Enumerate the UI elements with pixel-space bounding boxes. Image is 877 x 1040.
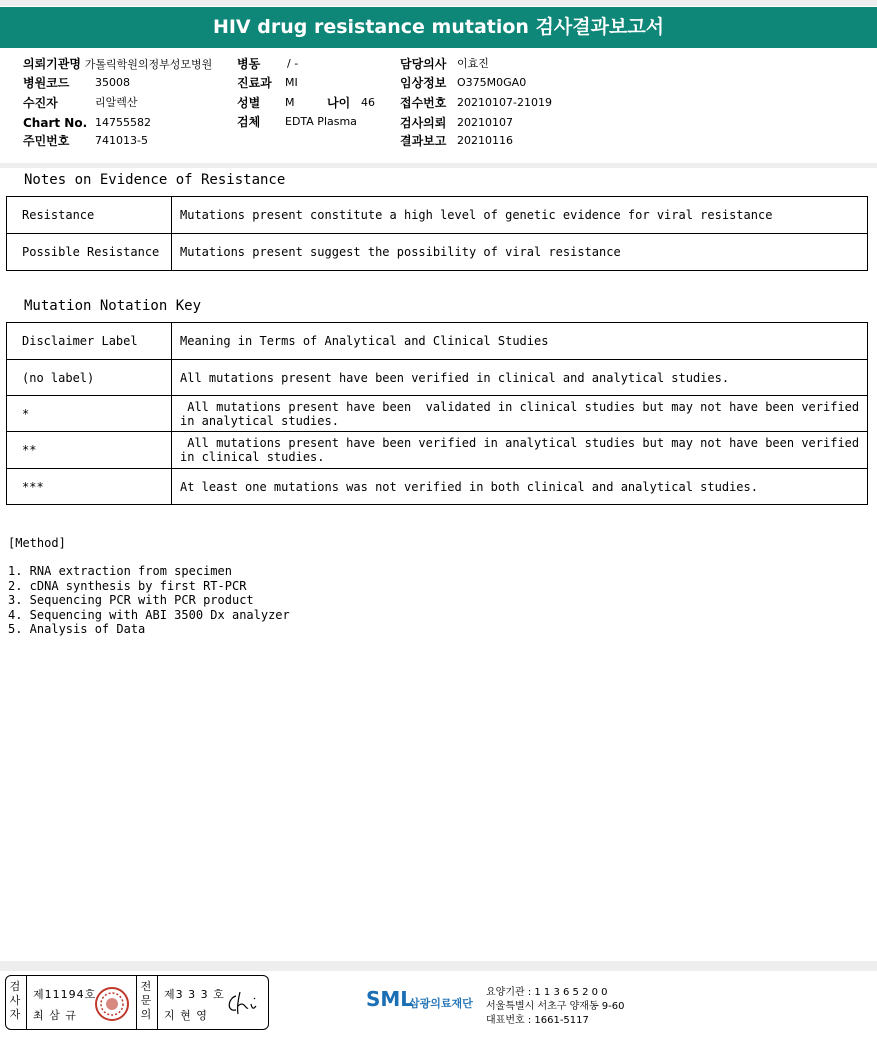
row-label: Resistance xyxy=(7,197,172,234)
bottom-bar xyxy=(0,961,877,971)
footer-line: 서울특별시 서초구 양재동 9-60 xyxy=(486,1001,625,1012)
table-row xyxy=(7,323,868,360)
hdr-label: 검사의뢰 xyxy=(400,116,447,130)
hdr-label: 병원코드 xyxy=(23,76,70,90)
hdr-sex xyxy=(237,96,295,110)
table-row xyxy=(7,234,868,271)
hdr-receipt-no xyxy=(400,96,552,110)
table-row xyxy=(7,432,868,469)
hdr-value: M xyxy=(285,96,295,109)
hdr-institution xyxy=(23,57,212,72)
row-label: *** xyxy=(7,469,172,505)
hdr-value: / - xyxy=(287,57,299,70)
method-step: 3. Sequencing PCR with PCR product xyxy=(8,593,254,607)
hdr-label: 접수번호 xyxy=(400,96,447,110)
examiner-name: 최 삼 규 xyxy=(33,1009,77,1022)
footer-info xyxy=(486,986,625,1028)
method-step: 5. Analysis of Data xyxy=(8,622,146,636)
hdr-value: EDTA Plasma xyxy=(285,115,357,128)
hdr-chart-no xyxy=(23,116,151,130)
table-row xyxy=(7,469,868,505)
evidence-title: Notes on Evidence of Resistance xyxy=(24,172,286,188)
method-list xyxy=(8,564,290,637)
hdr-value: 20210107 xyxy=(457,116,513,129)
hdr-value: O375M0GA0 xyxy=(457,76,527,89)
signature-box xyxy=(5,975,269,1030)
hdr-label: 의뢰기관명 xyxy=(23,57,81,71)
row-label: ** xyxy=(7,432,172,469)
table-row xyxy=(7,197,868,234)
examiner-no: 제11194호 xyxy=(33,988,97,1001)
hdr-label: 임상정보 xyxy=(400,76,447,90)
hdr-request-date xyxy=(400,116,513,130)
row-label: Possible Resistance xyxy=(7,234,172,271)
row-text: Mutations present constitute a high level of genetic evidence for viral resistance xyxy=(172,197,868,234)
specialist-name: 지 현 영 xyxy=(164,1009,208,1022)
evidence-table xyxy=(6,196,868,271)
hdr-label: 결과보고 xyxy=(400,134,447,148)
hdr-value: 35008 xyxy=(95,76,130,89)
hdr-label: Chart No. xyxy=(23,116,88,130)
hdr-label: 담당의사 xyxy=(400,57,447,71)
method-step: 4. Sequencing with ABI 3500 Dx analyzer xyxy=(8,607,290,622)
row-text: Meaning in Terms of Analytical and Clinical Studies xyxy=(172,323,868,360)
footer-line: 대표번호 : 1661-5117 xyxy=(486,1015,589,1026)
method-step: 2. cDNA synthesis by first RT-PCR xyxy=(8,578,247,593)
hdr-resident-no xyxy=(23,134,148,148)
hdr-value: 리알렉산 xyxy=(95,96,138,109)
examiner-label: 검사자 xyxy=(9,980,21,1021)
hdr-value: 이효진 xyxy=(457,57,489,70)
hdr-ward xyxy=(237,57,299,71)
hdr-label: 나이 xyxy=(327,96,351,110)
sml-logo: SML xyxy=(366,987,414,1011)
seal-icon xyxy=(94,986,130,1022)
table-row xyxy=(7,396,868,432)
hdr-patient xyxy=(23,96,138,110)
row-text: At least one mutations was not verified in both clinical and analytical studies. xyxy=(172,469,868,505)
row-label: (no label) xyxy=(7,360,172,396)
method-title: [Method] xyxy=(8,536,66,550)
hdr-value: 46 xyxy=(361,96,375,109)
hdr-department xyxy=(237,76,298,90)
hdr-value: 741013-5 xyxy=(95,134,148,147)
hdr-physician xyxy=(400,57,489,71)
hdr-specimen xyxy=(237,115,357,129)
notation-title: Mutation Notation Key xyxy=(24,298,202,314)
hdr-hospital-code xyxy=(23,76,130,90)
row-label: * xyxy=(7,396,172,432)
hdr-value: 20210107-21019 xyxy=(457,96,552,109)
org-name: 삼광의료재단 xyxy=(409,997,473,1010)
handwritten-signature-icon xyxy=(224,988,264,1018)
report-title: HIV drug resistance mutation 검사결과보고서 xyxy=(0,7,877,48)
hdr-value: 20210116 xyxy=(457,134,513,147)
row-text: All mutations present have been verified in clinical and analytical studies. xyxy=(172,360,868,396)
row-label: Disclaimer Label xyxy=(7,323,172,360)
hdr-report-date xyxy=(400,134,513,148)
specialist-label: 전문의 xyxy=(140,980,152,1021)
hdr-age xyxy=(327,96,375,110)
notation-table xyxy=(6,322,868,505)
hdr-value: MI xyxy=(285,76,298,89)
hdr-label: 진료과 xyxy=(237,76,272,90)
row-text: Mutations present suggest the possibility of viral resistance xyxy=(172,234,868,271)
hdr-label: 수진자 xyxy=(23,96,58,110)
specialist-no: 제3 3 3 호 xyxy=(164,988,225,1001)
table-row xyxy=(7,360,868,396)
separator-bar xyxy=(0,163,877,168)
divider xyxy=(26,976,27,1029)
hdr-clinical-info xyxy=(400,76,527,90)
row-text: All mutations present have been validated in clinical studies but may not have been verified in analytical studies. xyxy=(172,396,868,432)
hdr-label: 성별 xyxy=(237,96,261,110)
footer-line: 요양기관 : 1 1 3 6 5 2 0 0 xyxy=(486,987,608,998)
hdr-label: 주민번호 xyxy=(23,134,70,148)
divider xyxy=(157,976,158,1029)
hdr-label: 검체 xyxy=(237,115,261,129)
hdr-value: 가톨릭학원의정부성모병원 xyxy=(84,58,213,71)
method-step: 1. RNA extraction from specimen xyxy=(8,564,232,578)
divider xyxy=(136,976,137,1029)
row-text: All mutations present have been verified in analytical studies but may not have been verified in clinical studies. xyxy=(172,432,868,469)
hdr-value: 14755582 xyxy=(95,116,151,129)
top-strip xyxy=(0,0,877,6)
hdr-label: 병동 xyxy=(237,57,261,71)
